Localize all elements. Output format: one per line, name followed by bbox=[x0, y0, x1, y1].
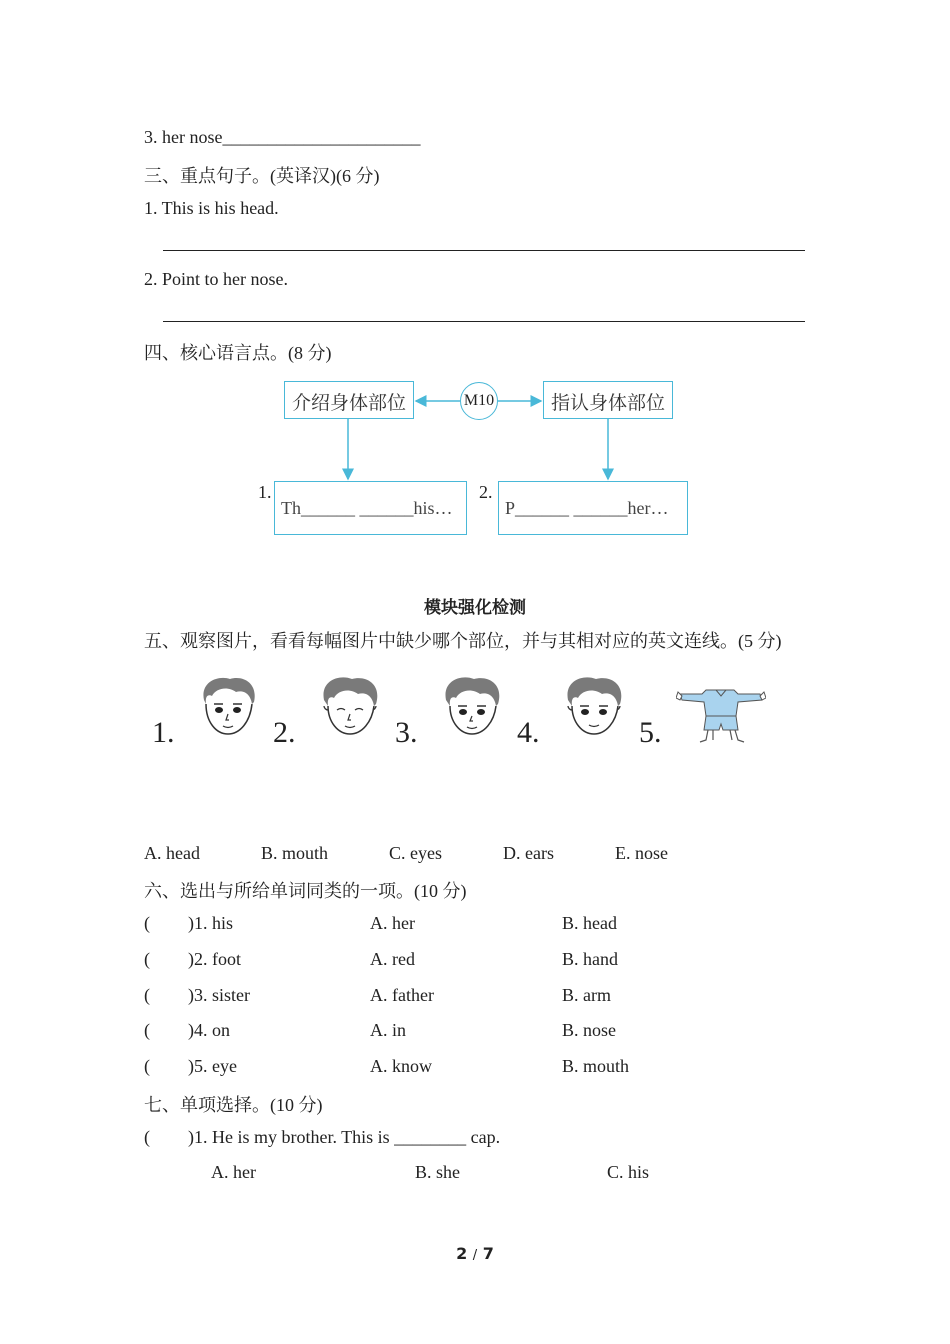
picture-5-number: 5. bbox=[639, 716, 662, 749]
item-her-nose: 3. her nose______________________ bbox=[144, 127, 421, 147]
answer-paren[interactable]: ( bbox=[144, 913, 150, 933]
choice-a[interactable]: A. father bbox=[370, 985, 434, 1005]
blank-2-number: 2. bbox=[479, 482, 493, 502]
picture-3-number: 3. bbox=[395, 716, 418, 749]
module-title: 模块强化检测 bbox=[424, 598, 526, 618]
face-missing-eyes-icon bbox=[318, 676, 382, 738]
page-current: 2 bbox=[456, 1244, 468, 1263]
question-word: )4. on bbox=[188, 1020, 230, 1040]
answer-paren[interactable]: ( bbox=[144, 949, 150, 969]
box-point-label: 指认身体部位 bbox=[550, 392, 665, 414]
choice-b[interactable]: B. mouth bbox=[562, 1056, 630, 1076]
page-number bbox=[0, 1244, 950, 1263]
question-word: )1. his bbox=[188, 913, 233, 933]
fill-box-1[interactable] bbox=[274, 481, 467, 535]
box-introduce-body-parts bbox=[284, 381, 414, 419]
choice-b[interactable]: B. head bbox=[562, 913, 617, 933]
choice-a[interactable]: A. her bbox=[370, 913, 415, 933]
section-6-heading: 六、选出与所给单词同类的一项。(10 分) bbox=[144, 881, 467, 901]
mc-option-c[interactable]: C. his bbox=[607, 1162, 650, 1182]
face-missing-nose-icon bbox=[562, 676, 626, 738]
face-missing-head-icon bbox=[196, 676, 260, 738]
section-3-heading: 三、重点句子。(英译汉)(6 分) bbox=[144, 166, 380, 186]
answer-paren[interactable]: ( bbox=[144, 1020, 150, 1040]
picture-2-number: 2. bbox=[273, 716, 296, 749]
choice-b[interactable]: B. hand bbox=[562, 949, 618, 969]
fill-box-2[interactable] bbox=[498, 481, 688, 535]
mc-question-1: )1. He is my brother. This is ________ cap. bbox=[188, 1127, 501, 1147]
picture-4-number: 4. bbox=[517, 716, 540, 749]
center-m10-circle: M10 bbox=[460, 382, 498, 420]
sentence-1: 1. This is his head. bbox=[144, 198, 279, 218]
answer-paren[interactable]: ( bbox=[144, 1056, 150, 1076]
fill-box-2-text: P______ ______her… bbox=[505, 498, 669, 518]
headless-body-icon bbox=[676, 684, 766, 746]
option-d-ears[interactable]: D. ears bbox=[503, 843, 554, 863]
fill-box-1-text: Th______ ______his… bbox=[281, 498, 453, 518]
question-word: )3. sister bbox=[188, 985, 250, 1005]
diagram-arrows bbox=[0, 0, 950, 560]
mc-option-a[interactable]: A. her bbox=[211, 1162, 256, 1182]
section-5-heading: 五、观察图片，看看每幅图片中缺少哪个部位，并与其相对应的英文连线。(5 分) bbox=[144, 631, 782, 651]
box-introduce-label: 介绍身体部位 bbox=[291, 392, 406, 414]
answer-paren[interactable]: ( bbox=[144, 1127, 150, 1147]
option-a-head[interactable]: A. head bbox=[144, 843, 200, 863]
option-c-eyes[interactable]: C. eyes bbox=[389, 843, 442, 863]
choice-a[interactable]: A. in bbox=[370, 1020, 406, 1040]
page-total: 7 bbox=[482, 1244, 494, 1263]
page-separator: / bbox=[472, 1248, 478, 1263]
blank-1-number: 1. bbox=[258, 482, 272, 502]
answer-paren[interactable]: ( bbox=[144, 985, 150, 1005]
question-word: )5. eye bbox=[188, 1056, 237, 1076]
option-b-mouth[interactable]: B. mouth bbox=[261, 843, 329, 863]
question-word: )2. foot bbox=[188, 949, 241, 969]
choice-b[interactable]: B. nose bbox=[562, 1020, 616, 1040]
choice-a[interactable]: A. red bbox=[370, 949, 415, 969]
section-4-heading: 四、核心语言点。(8 分) bbox=[144, 343, 332, 363]
choice-a[interactable]: A. know bbox=[370, 1056, 432, 1076]
option-e-nose[interactable]: E. nose bbox=[615, 843, 668, 863]
sentence-2: 2. Point to her nose. bbox=[144, 269, 288, 289]
box-point-body-parts bbox=[543, 381, 673, 419]
mc-option-b[interactable]: B. she bbox=[415, 1162, 460, 1182]
choice-b[interactable]: B. arm bbox=[562, 985, 611, 1005]
picture-1-number: 1. bbox=[152, 716, 175, 749]
section-7-heading: 七、单项选择。(10 分) bbox=[144, 1095, 323, 1115]
face-missing-ears-icon bbox=[440, 676, 504, 738]
